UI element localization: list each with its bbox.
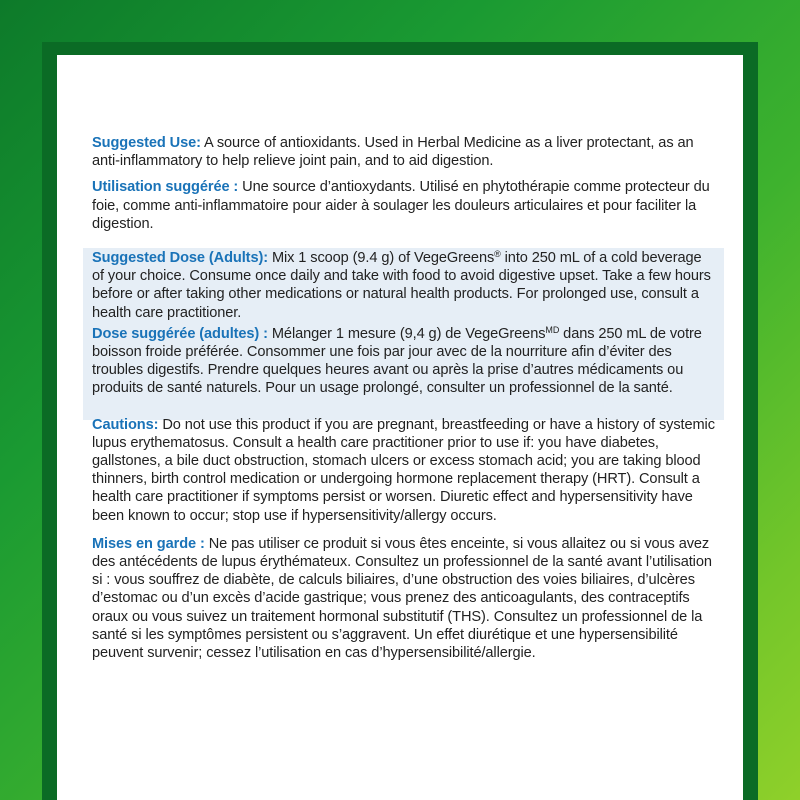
dose-fr-text-b: dans 250 mL de votre boisson froide préférée. Consommer une fois par jour avec de la nourriture afin d’éviter des troubles digestifs. Prendre quelques heures avant ou après la prise d’autres médicaments ou produits de santé naturels. Pour un usage prolongé, consulter un professionnel de la santé. [92, 325, 702, 397]
label-text-content [92, 134, 717, 670]
suggested-use-label: Suggested Use: [92, 135, 201, 151]
dose-en-label: Suggested Dose (Adults): [92, 250, 268, 267]
mises-text: Ne pas utiliser ce produit si vous êtes enceinte, si vous allaitez ou si vous avez des antécédents de lupus érythémateux. Consultez un professionnel de la santé avant l’utilisation si : vous souffrez de diabète, de calculs biliaires, d’une obstruction des voies biliaires, d’ulcères d’estomac ou d’un excès d’acide gastrique; vous prenez des anticoagulants, des contraceptifs oraux ou vous suivez un traitement hormonal substitutif (THS). Consultez un professionnel de la santé si les symptômes persistent ou s’aggravent. Un effet diurétique et une hypersensibilité peuvent survenir; cessez l’utilisation en cas d’hypersensibilité/allergie. [92, 535, 712, 662]
cautions-text: Do not use this product if you are pregnant, breastfeeding or have a history of systemic lupus erythematosus. Consult a health care practitioner prior to use if: you have diabetes, gallstones, a bile duct obstruction, stomach ulcers or excess stomach acid; you are taking blood thinners, birth control medication or undergoing hormone replacement therapy (HRT). Consult a health care practitioner if symptoms persist or worsen. Diuretic effect and hypersensitivity have been known to occur; stop use if hypersensitivity/allergy occurs. [92, 416, 715, 524]
registered-mark: ® [494, 249, 501, 260]
suggested-use-section [92, 134, 717, 170]
utilisation-section [92, 178, 717, 233]
dose-en-section [92, 249, 717, 322]
dose-en-text-a: Mix 1 scoop (9.4 g) of VegeGreens [267, 250, 495, 267]
mises-section [92, 535, 717, 662]
dose-fr-label: Dose suggérée (adultes) : [92, 325, 268, 342]
suggested-use-text: A source of antioxidants. Used in Herbal Medicine as a liver protectant, as an anti-inflammatory to help relieve joint pain, and to aid digestion. [92, 135, 694, 170]
cautions-label: Cautions: [92, 416, 159, 433]
dose-fr-text-a: Mélanger 1 mesure (9,4 g) de VegeGreens [267, 325, 546, 342]
utilisation-text: Une source d’antioxydants. Utilisé en phytothérapie comme protecteur du foie, comme anti-inflammatoire pour aider à soulager les douleurs articulaires et pour faciliter la digestion. [92, 179, 710, 232]
mises-label: Mises en garde : [92, 535, 205, 552]
dose-en-text-b: into 250 mL of a cold beverage of your choice. Consume once daily and take with food to avoid digestive upset. Take a few hours before or after taking other medications or natural health products. For prolonged use, consult a health care practitioner. [92, 250, 711, 321]
dose-fr-section [92, 325, 717, 398]
md-mark: MD [545, 324, 560, 335]
cautions-section [92, 416, 717, 525]
utilisation-label: Utilisation suggérée : [92, 179, 239, 196]
